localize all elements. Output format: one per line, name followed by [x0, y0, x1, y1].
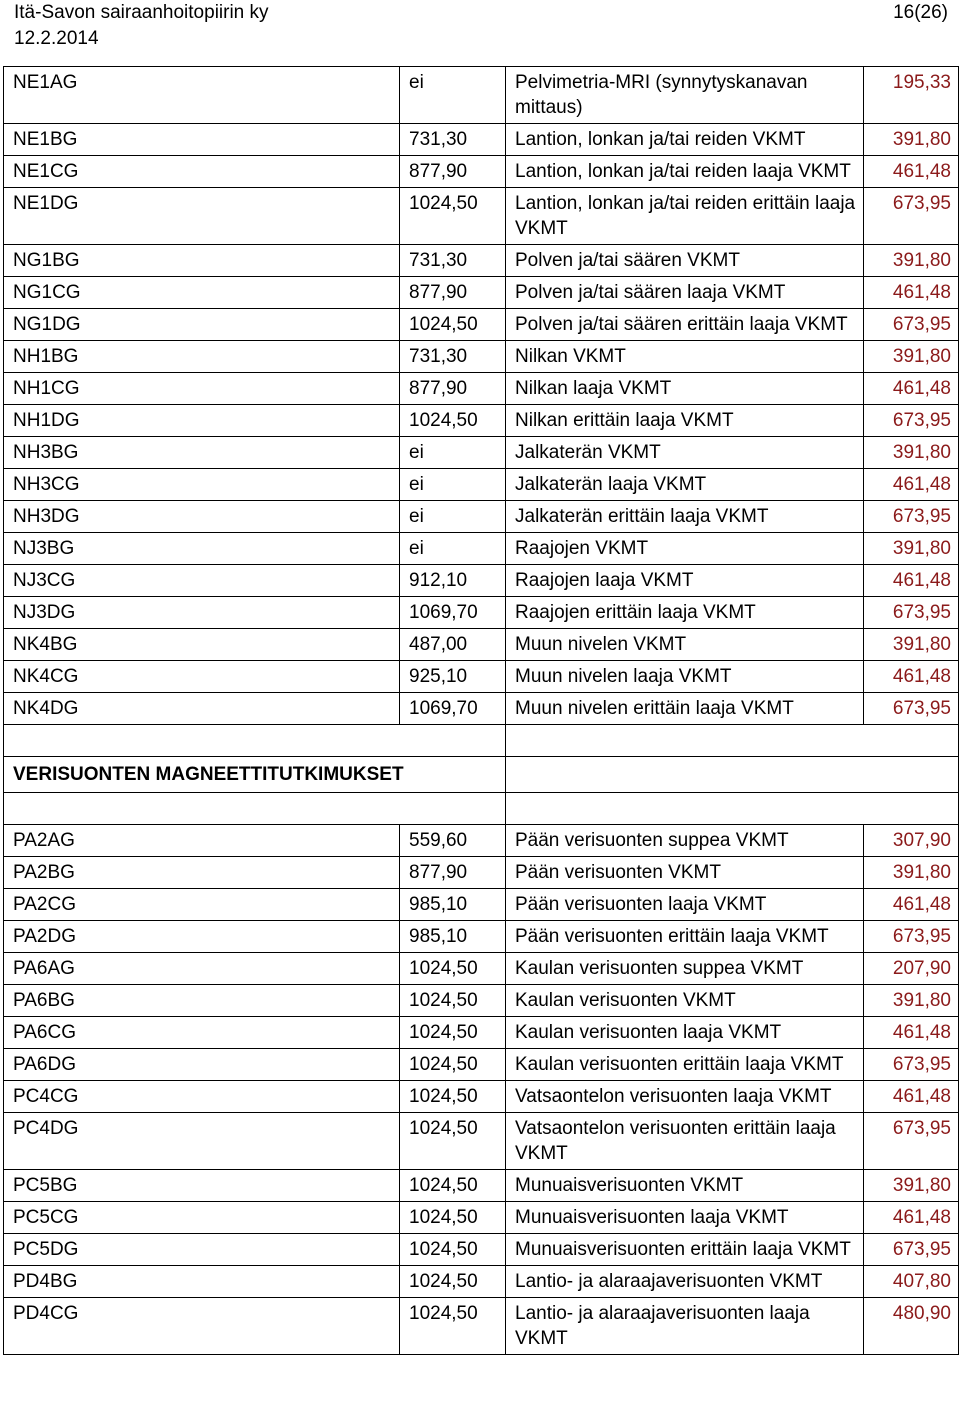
code-cell: NK4CG	[4, 661, 400, 693]
reference-price-cell: 1024,50	[400, 1234, 506, 1266]
code-cell: NH3CG	[4, 469, 400, 501]
price-cell: 461,48	[864, 1202, 959, 1234]
table-row	[4, 953, 959, 985]
description-cell: Vatsaontelon verisuonten laaja VKMT	[506, 1081, 864, 1113]
price-cell: 461,48	[864, 565, 959, 597]
reference-price-cell: 877,90	[400, 373, 506, 405]
price-table-group-b	[4, 825, 959, 1355]
code-cell: NG1CG	[4, 277, 400, 309]
price-cell: 461,48	[864, 156, 959, 188]
code-cell: NK4BG	[4, 629, 400, 661]
reference-price-cell: 1024,50	[400, 1081, 506, 1113]
price-cell: 461,48	[864, 889, 959, 921]
reference-price-cell: 925,10	[400, 661, 506, 693]
reference-price-cell: 487,00	[400, 629, 506, 661]
table-row	[4, 1298, 959, 1355]
table-row	[4, 629, 959, 661]
description-cell: Nilkan erittäin laaja VKMT	[506, 405, 864, 437]
table-row	[4, 889, 959, 921]
reference-price-cell: 985,10	[400, 889, 506, 921]
table-row	[4, 1081, 959, 1113]
table-row	[4, 188, 959, 245]
price-cell: 673,95	[864, 188, 959, 245]
page-number: 16(26)	[893, 2, 948, 23]
description-cell: Pään verisuonten suppea VKMT	[506, 825, 864, 857]
description-cell: Muun nivelen laaja VKMT	[506, 661, 864, 693]
description-cell: Lantio- ja alaraajaverisuonten laaja VKMT	[506, 1298, 864, 1355]
description-cell: Kaulan verisuonten laaja VKMT	[506, 1017, 864, 1049]
description-cell: Polven ja/tai säären laaja VKMT	[506, 277, 864, 309]
price-cell: 673,95	[864, 1113, 959, 1170]
price-cell: 307,90	[864, 825, 959, 857]
price-cell: 391,80	[864, 857, 959, 889]
price-cell: 461,48	[864, 661, 959, 693]
reference-price-cell: ei	[400, 501, 506, 533]
code-cell: PA6DG	[4, 1049, 400, 1081]
price-cell: 391,80	[864, 341, 959, 373]
code-cell: NJ3BG	[4, 533, 400, 565]
reference-price-cell: 1024,50	[400, 188, 506, 245]
price-cell: 391,80	[864, 985, 959, 1017]
page-header	[0, 0, 960, 66]
description-cell: Pään verisuonten VKMT	[506, 857, 864, 889]
code-cell: NJ3DG	[4, 597, 400, 629]
table-row	[4, 1202, 959, 1234]
description-cell: Jalkaterän laaja VKMT	[506, 469, 864, 501]
code-cell: PA6BG	[4, 985, 400, 1017]
section-block	[4, 725, 959, 825]
reference-price-cell: 877,90	[400, 156, 506, 188]
reference-price-cell: 1069,70	[400, 597, 506, 629]
table-row	[4, 1049, 959, 1081]
code-cell: PC4DG	[4, 1113, 400, 1170]
reference-price-cell: 1024,50	[400, 1170, 506, 1202]
description-cell: Muun nivelen erittäin laaja VKMT	[506, 693, 864, 725]
description-cell: Jalkaterän erittäin laaja VKMT	[506, 501, 864, 533]
price-cell: 673,95	[864, 921, 959, 953]
price-cell: 461,48	[864, 1081, 959, 1113]
reference-price-cell: 1024,50	[400, 405, 506, 437]
table-row	[4, 661, 959, 693]
price-cell: 207,90	[864, 953, 959, 985]
code-cell: PD4BG	[4, 1266, 400, 1298]
reference-price-cell: 1024,50	[400, 309, 506, 341]
reference-price-cell: 559,60	[400, 825, 506, 857]
price-cell: 673,95	[864, 1049, 959, 1081]
price-cell: 461,48	[864, 277, 959, 309]
code-cell: PA2AG	[4, 825, 400, 857]
description-cell: Munuaisverisuonten erittäin laaja VKMT	[506, 1234, 864, 1266]
reference-price-cell: 1024,50	[400, 1266, 506, 1298]
reference-price-cell: 877,90	[400, 857, 506, 889]
code-cell: NH3DG	[4, 501, 400, 533]
description-cell: Nilkan VKMT	[506, 341, 864, 373]
description-cell: Raajojen VKMT	[506, 533, 864, 565]
code-cell: PA2BG	[4, 857, 400, 889]
description-cell: Pelvimetria-MRI (synnytyskanavan mittaus)	[506, 67, 864, 124]
description-cell: Polven ja/tai säären VKMT	[506, 245, 864, 277]
price-cell: 391,80	[864, 124, 959, 156]
description-cell: Lantion, lonkan ja/tai reiden laaja VKMT	[506, 156, 864, 188]
code-cell: NE1CG	[4, 156, 400, 188]
price-cell: 391,80	[864, 533, 959, 565]
code-cell: PC5CG	[4, 1202, 400, 1234]
code-cell: NH3BG	[4, 437, 400, 469]
code-cell: NH1BG	[4, 341, 400, 373]
table-row	[4, 309, 959, 341]
price-cell: 461,48	[864, 373, 959, 405]
code-cell: PC5DG	[4, 1234, 400, 1266]
table-row	[4, 277, 959, 309]
price-cell: 461,48	[864, 469, 959, 501]
reference-price-cell: 731,30	[400, 341, 506, 373]
table-row	[4, 693, 959, 725]
reference-price-cell: 1024,50	[400, 1017, 506, 1049]
description-cell: Munuaisverisuonten VKMT	[506, 1170, 864, 1202]
description-cell: Vatsaontelon verisuonten erittäin laaja VKMT	[506, 1113, 864, 1170]
code-cell: NH1CG	[4, 373, 400, 405]
table-row	[4, 1266, 959, 1298]
table-row	[4, 825, 959, 857]
table-row	[4, 597, 959, 629]
table-row	[4, 1234, 959, 1266]
description-cell: Lantion, lonkan ja/tai reiden VKMT	[506, 124, 864, 156]
section-title: VERISUONTEN MAGNEETTITUTKIMUKSET	[4, 757, 506, 793]
price-cell: 391,80	[864, 245, 959, 277]
code-cell: PA2DG	[4, 921, 400, 953]
table-row	[4, 373, 959, 405]
table-row	[4, 533, 959, 565]
code-cell: NG1DG	[4, 309, 400, 341]
reference-price-cell: 731,30	[400, 245, 506, 277]
reference-price-cell: 731,30	[400, 124, 506, 156]
code-cell: PC5BG	[4, 1170, 400, 1202]
table-row	[4, 405, 959, 437]
price-cell: 673,95	[864, 309, 959, 341]
description-cell: Lantio- ja alaraajaverisuonten VKMT	[506, 1266, 864, 1298]
description-cell: Raajojen laaja VKMT	[506, 565, 864, 597]
price-cell: 673,95	[864, 597, 959, 629]
code-cell: PA2CG	[4, 889, 400, 921]
description-cell: Raajojen erittäin laaja VKMT	[506, 597, 864, 629]
table-row	[4, 124, 959, 156]
code-cell: PD4CG	[4, 1298, 400, 1355]
reference-price-cell: ei	[400, 437, 506, 469]
table-row	[4, 985, 959, 1017]
code-cell: NK4DG	[4, 693, 400, 725]
code-cell: NE1DG	[4, 188, 400, 245]
price-cell: 195,33	[864, 67, 959, 124]
code-cell: NG1BG	[4, 245, 400, 277]
code-cell: PA6CG	[4, 1017, 400, 1049]
table-row	[4, 857, 959, 889]
price-cell: 391,80	[864, 437, 959, 469]
spacer-row	[4, 793, 959, 825]
table-row	[4, 156, 959, 188]
price-cell: 407,80	[864, 1266, 959, 1298]
description-cell: Lantion, lonkan ja/tai reiden erittäin laaja VKMT	[506, 188, 864, 245]
price-cell: 480,90	[864, 1298, 959, 1355]
organization-name: Itä-Savon sairaanhoitopiirin ky	[14, 2, 269, 23]
code-cell: PC4CG	[4, 1081, 400, 1113]
reference-price-cell: 1024,50	[400, 1113, 506, 1170]
description-cell: Polven ja/tai säären erittäin laaja VKMT	[506, 309, 864, 341]
table-row	[4, 921, 959, 953]
section-row	[4, 757, 959, 793]
code-cell: NJ3CG	[4, 565, 400, 597]
table-row	[4, 1170, 959, 1202]
table-row	[4, 501, 959, 533]
table-row	[4, 1017, 959, 1049]
code-cell: NE1BG	[4, 124, 400, 156]
code-cell: NE1AG	[4, 67, 400, 124]
table-row	[4, 437, 959, 469]
description-cell: Kaulan verisuonten erittäin laaja VKMT	[506, 1049, 864, 1081]
table-row	[4, 1113, 959, 1170]
price-cell: 673,95	[864, 501, 959, 533]
reference-price-cell: 877,90	[400, 277, 506, 309]
description-cell: Muun nivelen VKMT	[506, 629, 864, 661]
reference-price-cell: 1069,70	[400, 693, 506, 725]
reference-price-cell: ei	[400, 533, 506, 565]
table-row	[4, 67, 959, 124]
reference-price-cell: 1024,50	[400, 985, 506, 1017]
reference-price-cell: 912,10	[400, 565, 506, 597]
table-row	[4, 469, 959, 501]
description-cell: Pään verisuonten erittäin laaja VKMT	[506, 921, 864, 953]
reference-price-cell: ei	[400, 469, 506, 501]
price-cell: 391,80	[864, 1170, 959, 1202]
reference-price-cell: 1024,50	[400, 953, 506, 985]
price-cell: 673,95	[864, 693, 959, 725]
price-table	[3, 66, 959, 1355]
description-cell: Munuaisverisuonten laaja VKMT	[506, 1202, 864, 1234]
description-cell: Kaulan verisuonten suppea VKMT	[506, 953, 864, 985]
description-cell: Kaulan verisuonten VKMT	[506, 985, 864, 1017]
reference-price-cell: 1024,50	[400, 1049, 506, 1081]
reference-price-cell: ei	[400, 67, 506, 124]
code-cell: PA6AG	[4, 953, 400, 985]
description-cell: Jalkaterän VKMT	[506, 437, 864, 469]
spacer-row	[4, 725, 959, 757]
reference-price-cell: 985,10	[400, 921, 506, 953]
price-cell: 673,95	[864, 405, 959, 437]
table-row	[4, 245, 959, 277]
code-cell: NH1DG	[4, 405, 400, 437]
description-cell: Nilkan laaja VKMT	[506, 373, 864, 405]
reference-price-cell: 1024,50	[400, 1202, 506, 1234]
reference-price-cell: 1024,50	[400, 1298, 506, 1355]
price-table-group-a	[4, 67, 959, 725]
price-cell: 461,48	[864, 1017, 959, 1049]
price-cell: 391,80	[864, 629, 959, 661]
document-date: 12.2.2014	[14, 28, 99, 49]
description-cell: Pään verisuonten laaja VKMT	[506, 889, 864, 921]
table-row	[4, 341, 959, 373]
price-cell: 673,95	[864, 1234, 959, 1266]
table-row	[4, 565, 959, 597]
